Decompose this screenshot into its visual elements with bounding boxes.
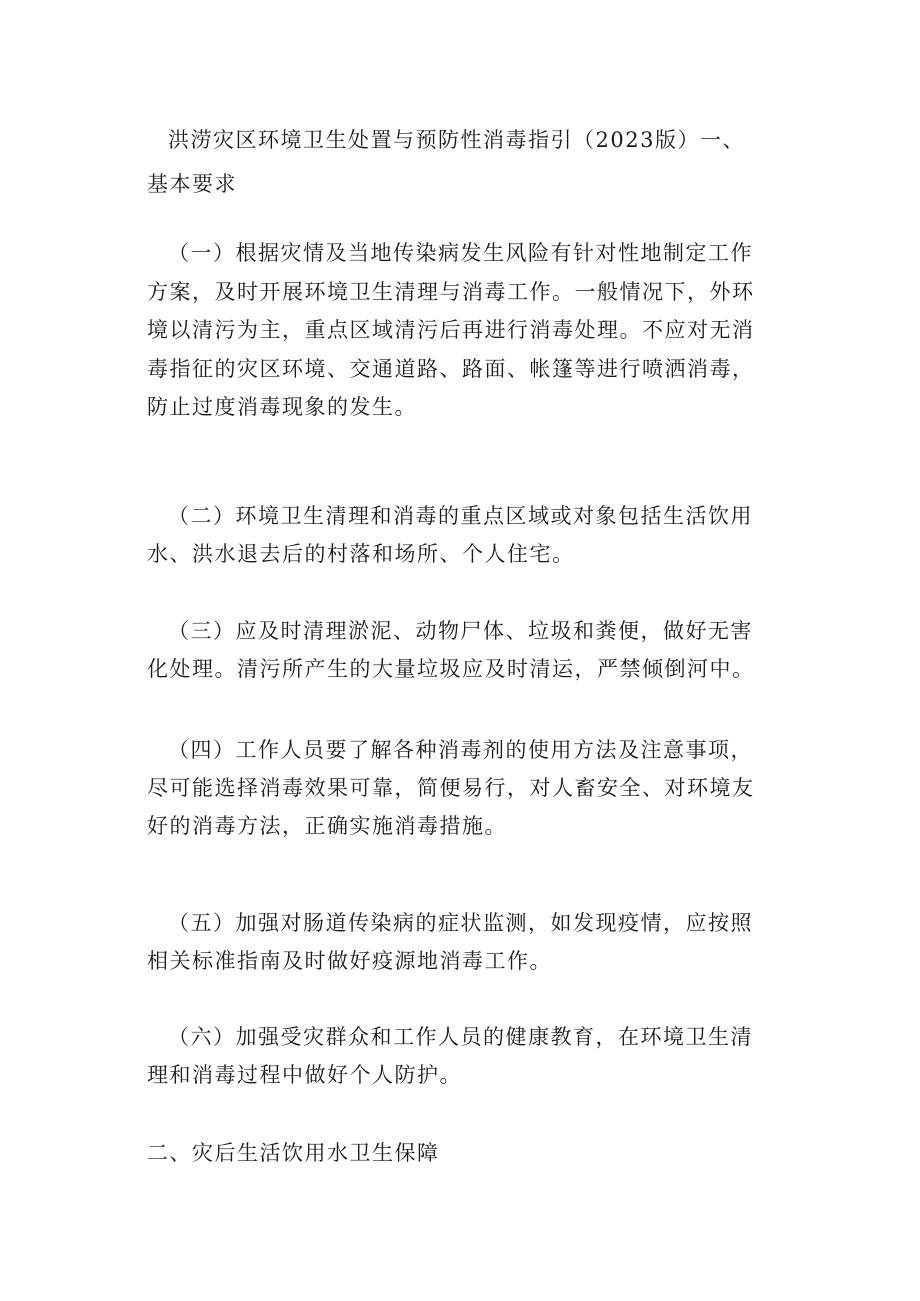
document-title: 洪涝灾区环境卫生处置与预防性消毒指引（2023版）一、基本要求 xyxy=(147,128,745,196)
section-heading: 二、灾后生活饮用水卫生保障 xyxy=(147,1141,440,1165)
paragraph-6: （六）加强受灾群众和工作人员的健康教育，在环境卫生清理和消毒过程中做好个人防护。 xyxy=(147,1025,753,1087)
paragraph-3: （三）应及时清理淤泥、动物尸体、垃圾和粪便，做好无害化处理。清污所产生的大量垃圾应及时清运，严禁倾倒河中。 xyxy=(147,619,755,681)
paragraph-1: （一）根据灾情及当地传染病发生风险有针对性地制定工作方案，及时开展环境卫生清理与消毒工作。一般情况下，外环境以清污为主，重点区域清污后再进行消毒处理。不应对无消毒指征的灾区环境、交通道路、路面、帐篷等进行喷洒消毒，防止过度消毒现象的发生。 xyxy=(147,241,755,419)
paragraph-4: （四）工作人员要了解各种消毒剂的使用方法及注意事项，尽可能选择消毒效果可靠，简便易行，对人畜安全、对环境友好的消毒方法，正确实施消毒措施。 xyxy=(147,738,755,838)
paragraph-5: （五）加强对肠道传染病的症状监测，如发现疫情，应按照相关标准指南及时做好疫源地消毒工作。 xyxy=(147,911,753,973)
paragraph-2: （二）环境卫生清理和消毒的重点区域或对象包括生活饮用水、洪水退去后的村落和场所、个人住宅。 xyxy=(147,504,753,566)
